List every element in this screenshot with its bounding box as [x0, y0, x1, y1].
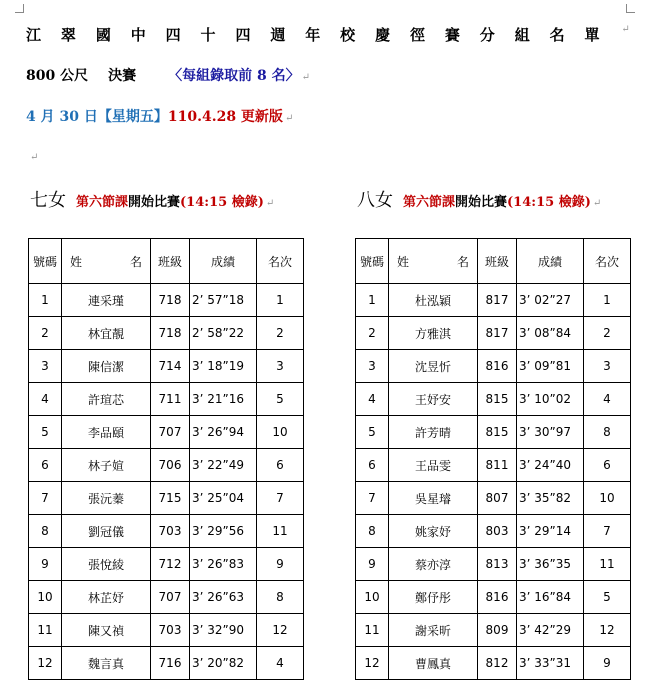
- row-number: 10: [29, 581, 62, 614]
- title-char: 翠: [60, 26, 76, 44]
- race-time: 3’ 35”82: [517, 482, 584, 515]
- right-period: 第六節課: [403, 195, 456, 210]
- rank-value: 4: [584, 383, 631, 416]
- athlete-name: 沈昱忻: [389, 350, 478, 383]
- rank-value: 12: [257, 614, 304, 647]
- race-time: 3’ 16”84: [517, 581, 584, 614]
- rank-value: 11: [257, 515, 304, 548]
- title-char: 慶: [375, 26, 391, 44]
- row-number: 8: [29, 515, 62, 548]
- rank-value: 11: [584, 548, 631, 581]
- rank-value: 5: [257, 383, 304, 416]
- title-char: 週: [270, 26, 286, 44]
- row-number: 7: [29, 482, 62, 515]
- race-time: 2’ 58”22: [190, 317, 257, 350]
- class-number: 706: [151, 449, 190, 482]
- title-char: 江: [26, 26, 42, 44]
- table-row: [29, 416, 304, 449]
- rank-value: 3: [257, 350, 304, 383]
- row-number: 2: [29, 317, 62, 350]
- paragraph-mark-icon: ↵: [265, 198, 275, 209]
- class-number: 707: [151, 581, 190, 614]
- class-number: 803: [478, 515, 517, 548]
- title-char: 單: [584, 26, 600, 44]
- class-number: 718: [151, 317, 190, 350]
- table-row: [356, 350, 631, 383]
- athlete-name: 陳信潔: [62, 350, 151, 383]
- table-row: [356, 647, 631, 680]
- athlete-name: 姚家妤: [389, 515, 478, 548]
- race-time: 3’ 25”04: [190, 482, 257, 515]
- race-time: 2’ 57”18: [190, 284, 257, 317]
- table-row: [356, 449, 631, 482]
- athlete-name: 陳又禎: [62, 614, 151, 647]
- right-start-text: 開始比賽: [455, 195, 508, 210]
- rank-value: 6: [584, 449, 631, 482]
- title-char: 徑: [409, 26, 425, 44]
- rank-value: 8: [257, 581, 304, 614]
- header-number: 號碼: [356, 239, 389, 284]
- table-row: [356, 614, 631, 647]
- date-line: [26, 106, 293, 126]
- race-time: 3’ 26”63: [190, 581, 257, 614]
- table-header-row: [356, 239, 631, 284]
- class-number: 809: [478, 614, 517, 647]
- race-time: 3’ 22”49: [190, 449, 257, 482]
- race-time: 3’ 20”82: [190, 647, 257, 680]
- class-number: 817: [478, 317, 517, 350]
- title-char: 中: [130, 26, 146, 44]
- class-number: 812: [478, 647, 517, 680]
- row-number: 4: [356, 383, 389, 416]
- race-time: 3’ 29”56: [190, 515, 257, 548]
- row-number: 6: [356, 449, 389, 482]
- race-time: 3’ 32”90: [190, 614, 257, 647]
- row-number: 1: [29, 284, 62, 317]
- class-number: 703: [151, 515, 190, 548]
- rank-value: 3: [584, 350, 631, 383]
- rank-value: 10: [257, 416, 304, 449]
- class-number: 714: [151, 350, 190, 383]
- class-number: 815: [478, 383, 517, 416]
- update-version: 110.4.28 更新版: [167, 109, 283, 125]
- race-time: 3’ 08”84: [517, 317, 584, 350]
- athlete-name: 杜泓穎: [389, 284, 478, 317]
- right-checkin: (14:15 檢錄): [507, 195, 591, 210]
- left-results-table: [28, 238, 304, 680]
- table-row: [29, 284, 304, 317]
- table-row: [29, 614, 304, 647]
- table-row: [29, 647, 304, 680]
- table-row: [29, 581, 304, 614]
- rank-value: 5: [584, 581, 631, 614]
- row-number: 11: [29, 614, 62, 647]
- title-char: 十: [200, 26, 216, 44]
- athlete-name: 張悅綾: [62, 548, 151, 581]
- class-number: 817: [478, 284, 517, 317]
- table-row: [29, 449, 304, 482]
- title-char: 四: [165, 26, 181, 44]
- table-row: [356, 383, 631, 416]
- rank-value: 9: [584, 647, 631, 680]
- athlete-name: 王妤安: [389, 383, 478, 416]
- table-row: [356, 317, 631, 350]
- race-time: 3’ 24”40: [517, 449, 584, 482]
- athlete-name: 林芷妤: [62, 581, 151, 614]
- class-number: 715: [151, 482, 190, 515]
- athlete-name: 劉冠儀: [62, 515, 151, 548]
- header-score: 成績: [190, 239, 257, 284]
- table-row: [29, 350, 304, 383]
- rank-value: 2: [584, 317, 631, 350]
- right-group-name: 八女: [357, 190, 393, 211]
- header-name-given: 名: [456, 254, 469, 269]
- left-checkin: (14:15 檢錄): [180, 195, 264, 210]
- left-group-name: 七女: [30, 190, 66, 211]
- class-number: 707: [151, 416, 190, 449]
- table-row: [29, 515, 304, 548]
- title-char: 年: [305, 26, 321, 44]
- race-time: 3’ 30”97: [517, 416, 584, 449]
- athlete-name: 吳星璿: [389, 482, 478, 515]
- header-name-given: 名: [129, 254, 142, 269]
- row-number: 10: [356, 581, 389, 614]
- race-time: 3’ 02”27: [517, 284, 584, 317]
- athlete-name: 方雅淇: [389, 317, 478, 350]
- right-section-heading: [357, 186, 601, 212]
- paragraph-mark-icon: ↵: [621, 24, 630, 35]
- left-period: 第六節課: [76, 195, 129, 210]
- row-number: 12: [29, 647, 62, 680]
- rank-value: 12: [584, 614, 631, 647]
- table-row: [29, 548, 304, 581]
- class-number: 712: [151, 548, 190, 581]
- athlete-name: 曹鳳真: [389, 647, 478, 680]
- row-number: 4: [29, 383, 62, 416]
- rank-value: 7: [584, 515, 631, 548]
- event-distance: 800 公尺: [26, 68, 89, 84]
- table-row: [356, 515, 631, 548]
- rank-value: 9: [257, 548, 304, 581]
- header-name: [62, 239, 151, 284]
- athlete-name: 連采瑾: [62, 284, 151, 317]
- race-time: 3’ 42”29: [517, 614, 584, 647]
- athlete-name: 許芳晴: [389, 416, 478, 449]
- race-time: 3’ 26”83: [190, 548, 257, 581]
- page-corner-mark-right: [626, 4, 635, 13]
- header-name-surname: 姓: [397, 254, 410, 269]
- left-section-heading: [30, 186, 274, 212]
- race-time: 3’ 10”02: [517, 383, 584, 416]
- paragraph-mark-icon: ↵: [284, 113, 294, 124]
- paragraph-mark-icon: ↵: [301, 72, 310, 83]
- event-note: 〈每組錄取前 8 名〉: [168, 68, 300, 84]
- title-char: 組: [514, 26, 530, 44]
- row-number: 3: [356, 350, 389, 383]
- table-row: [356, 416, 631, 449]
- class-number: 703: [151, 614, 190, 647]
- event-line: [26, 65, 310, 85]
- athlete-name: 蔡亦淳: [389, 548, 478, 581]
- header-number: 號碼: [29, 239, 62, 284]
- class-number: 816: [478, 581, 517, 614]
- table-row: [356, 482, 631, 515]
- class-number: 718: [151, 284, 190, 317]
- class-number: 815: [478, 416, 517, 449]
- title-char: 四: [235, 26, 251, 44]
- rank-value: 6: [257, 449, 304, 482]
- rank-value: 1: [584, 284, 631, 317]
- race-time: 3’ 36”35: [517, 548, 584, 581]
- header-name-surname: 姓: [70, 254, 83, 269]
- header-class: 班級: [478, 239, 517, 284]
- row-number: 7: [356, 482, 389, 515]
- class-number: 811: [478, 449, 517, 482]
- class-number: 711: [151, 383, 190, 416]
- row-number: 1: [356, 284, 389, 317]
- rank-value: 2: [257, 317, 304, 350]
- rank-value: 1: [257, 284, 304, 317]
- left-start-text: 開始比賽: [128, 195, 181, 210]
- class-number: 716: [151, 647, 190, 680]
- header-rank: 名次: [257, 239, 304, 284]
- race-time: 3’ 33”31: [517, 647, 584, 680]
- event-date: 4 月 30 日: [26, 109, 98, 125]
- table-header-row: [29, 239, 304, 284]
- paragraph-mark-icon: ↵: [592, 198, 602, 209]
- rank-value: 7: [257, 482, 304, 515]
- row-number: 8: [356, 515, 389, 548]
- row-number: 12: [356, 647, 389, 680]
- right-results-table: [355, 238, 631, 680]
- title-char: 國: [95, 26, 111, 44]
- title-char: 賽: [444, 26, 460, 44]
- athlete-name: 許瑄芯: [62, 383, 151, 416]
- athlete-name: 鄭伃彤: [389, 581, 478, 614]
- race-time: 3’ 09”81: [517, 350, 584, 383]
- row-number: 9: [29, 548, 62, 581]
- row-number: 2: [356, 317, 389, 350]
- title-char: 校: [340, 26, 356, 44]
- paragraph-mark-icon: ↵: [30, 152, 39, 163]
- athlete-name: 魏言真: [62, 647, 151, 680]
- table-row: [29, 317, 304, 350]
- row-number: 5: [29, 416, 62, 449]
- race-time: 3’ 18”19: [190, 350, 257, 383]
- title-char: 名: [549, 26, 565, 44]
- rank-value: 10: [584, 482, 631, 515]
- race-time: 3’ 26”94: [190, 416, 257, 449]
- event-round: 決賽: [108, 68, 137, 84]
- athlete-name: 王品雯: [389, 449, 478, 482]
- athlete-name: 張沅蓁: [62, 482, 151, 515]
- table-row: [29, 482, 304, 515]
- class-number: 807: [478, 482, 517, 515]
- header-class: 班級: [151, 239, 190, 284]
- athlete-name: 李品頤: [62, 416, 151, 449]
- event-weekday: 【星期五】: [97, 109, 168, 125]
- row-number: 6: [29, 449, 62, 482]
- title-char: 分: [479, 26, 495, 44]
- athlete-name: 林宜靚: [62, 317, 151, 350]
- header-name: [389, 239, 478, 284]
- row-number: 3: [29, 350, 62, 383]
- row-number: 5: [356, 416, 389, 449]
- header-score: 成績: [517, 239, 584, 284]
- race-time: 3’ 21”16: [190, 383, 257, 416]
- table-row: [29, 383, 304, 416]
- page-corner-mark-left: [15, 4, 24, 13]
- table-row: [356, 548, 631, 581]
- class-number: 813: [478, 548, 517, 581]
- row-number: 9: [356, 548, 389, 581]
- document-title: [26, 24, 630, 45]
- athlete-name: 林子媗: [62, 449, 151, 482]
- rank-value: 8: [584, 416, 631, 449]
- table-row: [356, 581, 631, 614]
- row-number: 11: [356, 614, 389, 647]
- athlete-name: 謝采昕: [389, 614, 478, 647]
- race-time: 3’ 29”14: [517, 515, 584, 548]
- class-number: 816: [478, 350, 517, 383]
- table-row: [356, 284, 631, 317]
- rank-value: 4: [257, 647, 304, 680]
- header-rank: 名次: [584, 239, 631, 284]
